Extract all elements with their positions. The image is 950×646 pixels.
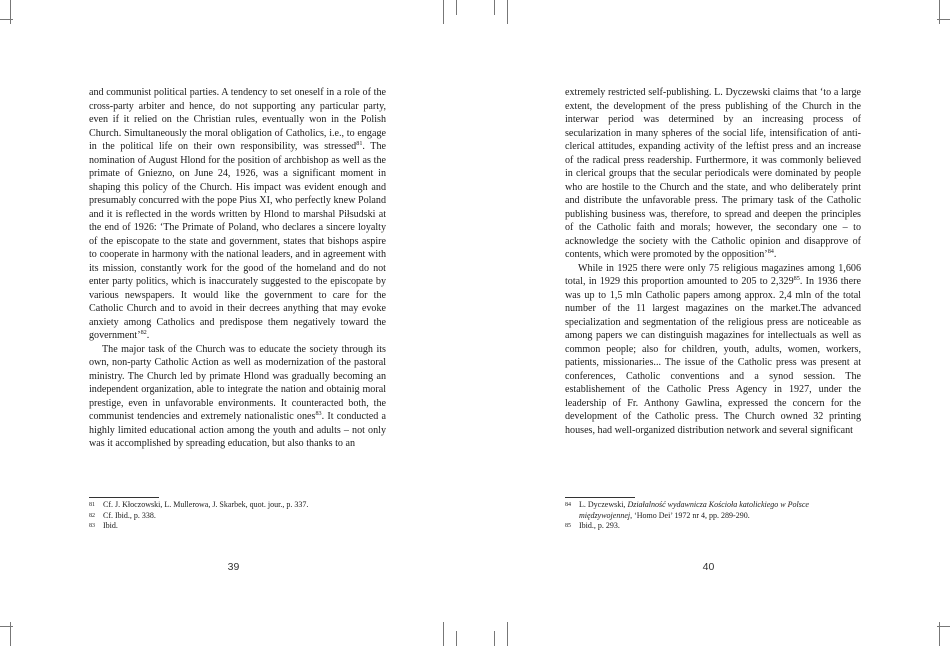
footnote-text: Cf. Ibid., p. 338. [103, 510, 156, 520]
footnote-ref: 83 [315, 410, 322, 417]
footnote-ref: 81 [356, 140, 363, 147]
crop-mark [0, 19, 13, 20]
crop-mark [507, 622, 508, 646]
footnote [565, 500, 862, 521]
footnote-text: Cf. J. Kłoczowski, L. Mullerowa, J. Skarbek, quot. jour., p. 337. [103, 500, 309, 509]
footnote-separator [565, 497, 635, 498]
footnote [89, 511, 386, 522]
footnote-text: Ibid. [103, 521, 118, 531]
text-run: . It conducted a highly limited educational action among the youth and adults – not only was it accomplished by spreading education, but also thanks to an [89, 411, 386, 449]
text-run: and communist political parties. A tendency to set oneself in a role of the cross-party arbiter and hence, do not supporting any particular party, even if it relied on the Christian rules, eventually won in the Polish Church. Simultaneously the moral obligation of Catholics, i.e., to engage in the political life on their own responsibility, was stressed [89, 87, 386, 152]
text-run: . In 1936 there was up to 1,5 mln Catholic papers among approx. 2,4 mln of the total number of the 11 largest magazines on the market.The advanced specialization and segmentation of the religious press are noticeable as among papers we can distinguish magazines for intellectuals as well as common people; also for children, youth, adults, women, workers, patients, missionaries... The issue of the Catholic press was present at conferences, Catholic conventions and a synod session. The establishement of the Catholic Press Agency in 1927, under the leadership of Fr. Anthony Gawlina, expressed the concern for the development of the Catholic press. The Church owned 32 printing houses, had well-organized distribution network and several significant [565, 276, 861, 436]
crop-mark [937, 19, 950, 20]
footnote-ref: 85 [793, 275, 800, 282]
crop-mark [456, 0, 457, 15]
footnote [89, 521, 386, 532]
paragraph [89, 86, 386, 343]
paragraph [565, 262, 861, 438]
right-body-text [565, 86, 861, 437]
crop-mark [507, 0, 508, 24]
text-run: While in 1925 there were only 75 religious magazines among 1,606 total, in 1929 this proportion amounted to 205 to 2,329 [565, 262, 861, 287]
crop-mark [10, 0, 11, 24]
footnote-number: 85 [565, 523, 571, 530]
right-page [475, 0, 950, 646]
crop-mark [456, 631, 457, 646]
page-number: 40 [702, 561, 715, 573]
text-run: . [773, 249, 777, 260]
crop-mark [0, 626, 13, 627]
footnote-title: Działalność wydawnicza Kościoła katolickiego w Polsce międzywojennej [579, 500, 809, 520]
text-run: extremely restricted self-publishing. L. Dyczewski claims that ‘to a large extent, the development of the press publishing of the Church in the interwar period was determined by an increasing process of secularization in many spheres of the social life, intensification of anti-clerical attitudes, expanding activity of the leftist press and an increase of the radical press readership. Furthermore, it was commonly believed in clerical groups that the secular periodicals were dominated by people who are hostile to the Church and the state, and who deliberately print and distribute the unfavorable press. The primary task of the Catholic publishing business was, therefore, to spread and deepen the principles of the Catholic faith and morals; however, the secondary one – to acknowledge the society with the Catholic opinion and disapprove of contents, which were promoted by the opposition’ [565, 87, 861, 260]
footnote-separator [89, 497, 159, 498]
left-body-text [89, 86, 386, 451]
paragraph [89, 343, 386, 451]
crop-mark [443, 622, 444, 646]
text-run: . [146, 330, 150, 341]
crop-mark [494, 0, 495, 15]
footnote-text: Ibid., p. 293. [579, 521, 620, 531]
crop-mark [937, 626, 950, 627]
paragraph [565, 86, 861, 262]
footnotes [89, 500, 386, 532]
footnote-ref: 84 [767, 248, 774, 255]
footnotes [565, 500, 862, 532]
footnote-text: L. Dyczewski, [579, 500, 628, 509]
crop-mark [443, 0, 444, 24]
footnote-number: 81 [89, 502, 95, 508]
text-run: The major task of the Church was to educate the society through its own, non-party Catholic Action as well as modernization of the pastoral ministry. The Church led by primate Hlond was gradually becoming an independent organization, able to integrate the nation and obtainig moral prestige, even in unfavorable environments. It counteracted both, the communist tendencies and extremely nationalistic ones [89, 343, 386, 422]
footnote-number: 84 [565, 502, 571, 508]
page-number: 39 [227, 561, 240, 573]
crop-mark [494, 631, 495, 646]
footnote [565, 521, 862, 532]
footnote-ref: 82 [140, 329, 147, 336]
footnote-text: , ‘Homo Dei’ 1972 nr 4, pp. 289-290. [630, 510, 750, 520]
crop-mark [939, 0, 940, 24]
footnote-number: 83 [89, 523, 95, 530]
footnote-number: 82 [89, 512, 95, 519]
text-run: . The nomination of August Hlond for the position of archbishop as well as the primate of Gniezno, on June 24, 1926, was a significant moment in shaping this policy of the Church. His impact was evident enough and presumably concurred with the pope Pius XI, who perfectly knew Poland and it is reflected in the words written by Hlond to marshal Piłsudski at the end of 1926: ‘The Primate of Poland, who declares a sincere loyalty of the episcopate to the state and government, states that bishops aspire to cooperate in harmony with the national leaders, and in agreement with its mission, constantly work for the good of the homeland and do not enter party politics, which is inaccurately suggested to the episcopate by various newspapers. It would like the government to care for the Catholic Church and to avoid in their decrees anything that may evoke anxiety among Catholics and predispose them negatively toward the government’ [89, 141, 387, 341]
footnote [89, 500, 386, 511]
